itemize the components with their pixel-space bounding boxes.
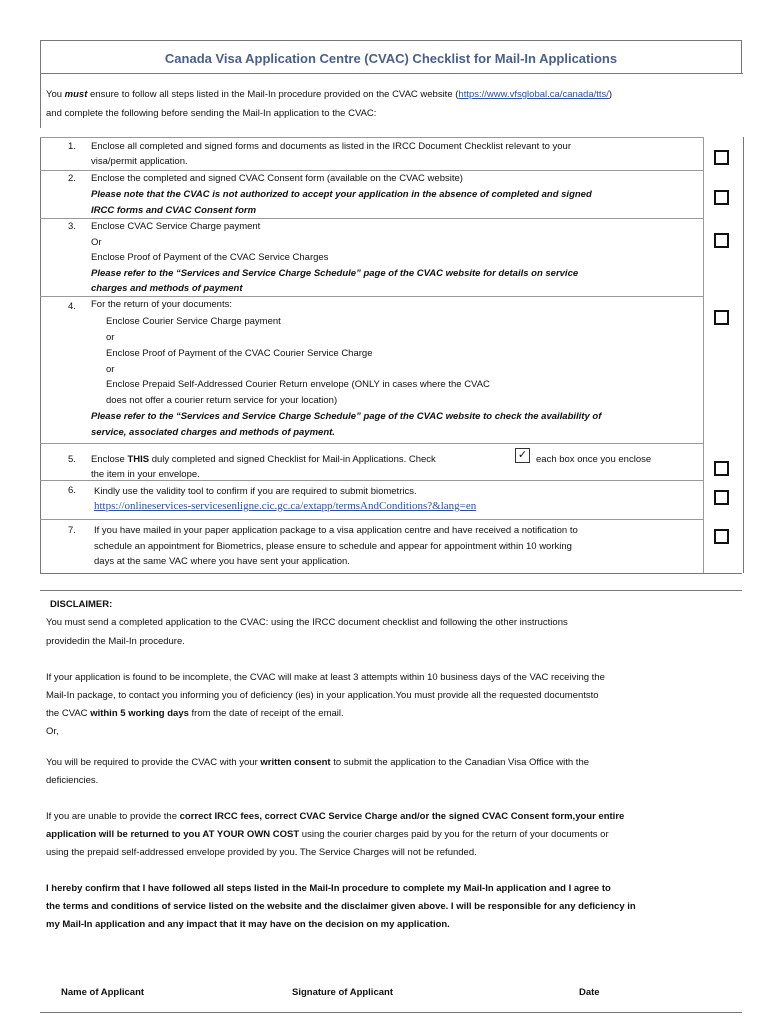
page-title: Canada Visa Application Centre (CVAC) Checklist for Mail-In Applications [164, 51, 618, 66]
row-divider [40, 137, 703, 138]
item-note: charges and methods of payment [91, 283, 243, 294]
item-note: Please refer to the “Services and Service Charge Schedule” page of the CVAC website for details on service [91, 268, 579, 279]
item-text: Enclose Proof of Payment of the CVAC Service Charges [91, 252, 329, 263]
item-text: Enclose the completed and signed CVAC Consent form (available on the CVAC website) [91, 173, 463, 184]
signature-of-applicant-label: Signature of Applicant [292, 987, 393, 998]
item-text: Enclose all completed and signed forms and documents as listed in the IRCC Document Checklist relevant to your [91, 141, 571, 152]
item-text: visa/permit application. [91, 156, 188, 167]
item-number: 1. [68, 141, 76, 152]
item-text: each box once you enclose [536, 454, 652, 465]
checkbox-column-divider [703, 137, 704, 573]
date-label: Date [579, 987, 600, 998]
confirmation-text: my Mail-In application and any impact that it may have on the decision on my application. [46, 919, 450, 930]
item-text: Or [91, 237, 102, 248]
checkmark-icon: ✓ [515, 448, 530, 463]
item-note: Please note that the CVAC is not authorized to accept your application in the absence of completed and signed [91, 189, 592, 200]
row-divider [40, 296, 703, 297]
item-text: does not offer a courier return service for your location) [106, 395, 338, 406]
item-number: 2. [68, 173, 76, 184]
item-number: 6. [68, 485, 76, 496]
item-number: 5. [68, 454, 76, 465]
disclaimer-text: If your application is found to be incomplete, the CVAC will make at least 3 attempts within 10 business days of the VAC receiving the [46, 672, 605, 683]
disclaimer-text: Or, [46, 726, 59, 737]
disclaimer-text: application will be returned to you AT YOUR OWN COST using the courier charges paid by you for the return of your documents or [46, 829, 609, 840]
item-note: service, associated charges and methods of payment. [91, 427, 335, 438]
item-text: Enclose Prepaid Self-Addressed Courier Return envelope (ONLY in cases where the CVAC [106, 379, 490, 390]
disclaimer-heading: DISCLAIMER: [50, 599, 113, 610]
item-text: If you have mailed in your paper application package to a visa application centre and have received a notification to [94, 525, 578, 536]
row-divider [40, 170, 703, 171]
item-text: the item in your envelope. [91, 469, 200, 480]
checkbox-item-6[interactable] [714, 490, 729, 505]
checkbox-item-1[interactable] [714, 150, 729, 165]
disclaimer-text: Mail-In package, to contact you informing you of deficiency (ies) in your application.You must provide all the requested documentsto [46, 690, 599, 701]
intro-box [40, 73, 743, 128]
validity-tool-link[interactable]: https://onlineservices-servicesenligne.cic.gc.ca/extapp/termsAndConditions?&lang=en [94, 500, 477, 512]
checkbox-item-5[interactable] [714, 461, 729, 476]
intro-line-2: and complete the following before sending the Mail-In application to the CVAC: [46, 108, 377, 119]
disclaimer-text: using the prepaid self-addressed envelope provided by you. The Service Charges will not be refunded. [46, 847, 477, 858]
table-bottom-border [40, 573, 742, 574]
intro-line-1: You must ensure to follow all steps listed in the Mail-In procedure provided on the CVAC website (https://www.vfsglobal.ca/canada/tts/) [46, 89, 613, 100]
row-divider [40, 480, 703, 481]
item-note: IRCC forms and CVAC Consent form [91, 205, 257, 216]
item-text: Enclose THIS duly completed and signed Checklist for Mail-in Applications. Check [91, 454, 436, 465]
item-text: days at the same VAC where you have sent your application. [94, 556, 350, 567]
section-divider [40, 590, 742, 591]
confirmation-text: the terms and conditions of service listed on the website and the disclaimer given above. I will be responsible for any deficiency in [46, 901, 636, 912]
item-note: Please refer to the “Services and Service Charge Schedule” page of the CVAC website to check the availability of [91, 411, 602, 422]
name-of-applicant-label: Name of Applicant [61, 987, 145, 998]
checkbox-item-3[interactable] [714, 233, 729, 248]
disclaimer-text: providedin the Mail-In procedure. [46, 636, 185, 647]
item-text: Enclose Proof of Payment of the CVAC Courier Service Charge [106, 348, 373, 359]
disclaimer-text: the CVAC within 5 working days from the date of receipt of the email. [46, 708, 344, 719]
checkbox-item-7[interactable] [714, 529, 729, 544]
item-number: 3. [68, 221, 76, 232]
signature-line [40, 1012, 742, 1013]
row-divider [40, 519, 703, 520]
item-text: or [106, 332, 115, 343]
item-text: For the return of your documents: [91, 299, 232, 310]
cvac-website-link[interactable]: https://www.vfsglobal.ca/canada/tts/ [458, 89, 609, 100]
disclaimer-text: You will be required to provide the CVAC with your written consent to submit the application to the Canadian Visa Office with the [46, 757, 590, 768]
item-number: 7. [68, 525, 76, 536]
disclaimer-text: deficiencies. [46, 775, 99, 786]
item-number: 4. [68, 301, 76, 312]
checkbox-item-4[interactable] [714, 310, 729, 325]
item-text: Kindly use the validity tool to confirm if you are required to submit biometrics. [94, 486, 417, 497]
disclaimer-text: If you are unable to provide the correct IRCC fees, correct CVAC Service Charge and/or the signed CVAC Consent form,your entire [46, 811, 625, 822]
row-divider [40, 443, 703, 444]
row-divider [40, 218, 703, 219]
item-text: Enclose Courier Service Charge payment [106, 316, 281, 327]
item-text: Enclose CVAC Service Charge payment [91, 221, 261, 232]
confirmation-text: I hereby confirm that I have followed all steps listed in the Mail-In procedure to complete my Mail-In application and I agree to [46, 883, 611, 894]
item-text: schedule an appointment for Biometrics, please ensure to schedule and appear for appointment within 10 working [94, 541, 572, 552]
disclaimer-text: You must send a completed application to the CVAC: using the IRCC document checklist and following the other instructions [46, 617, 568, 628]
checkbox-item-2[interactable] [714, 190, 729, 205]
item-text: or [106, 364, 115, 375]
